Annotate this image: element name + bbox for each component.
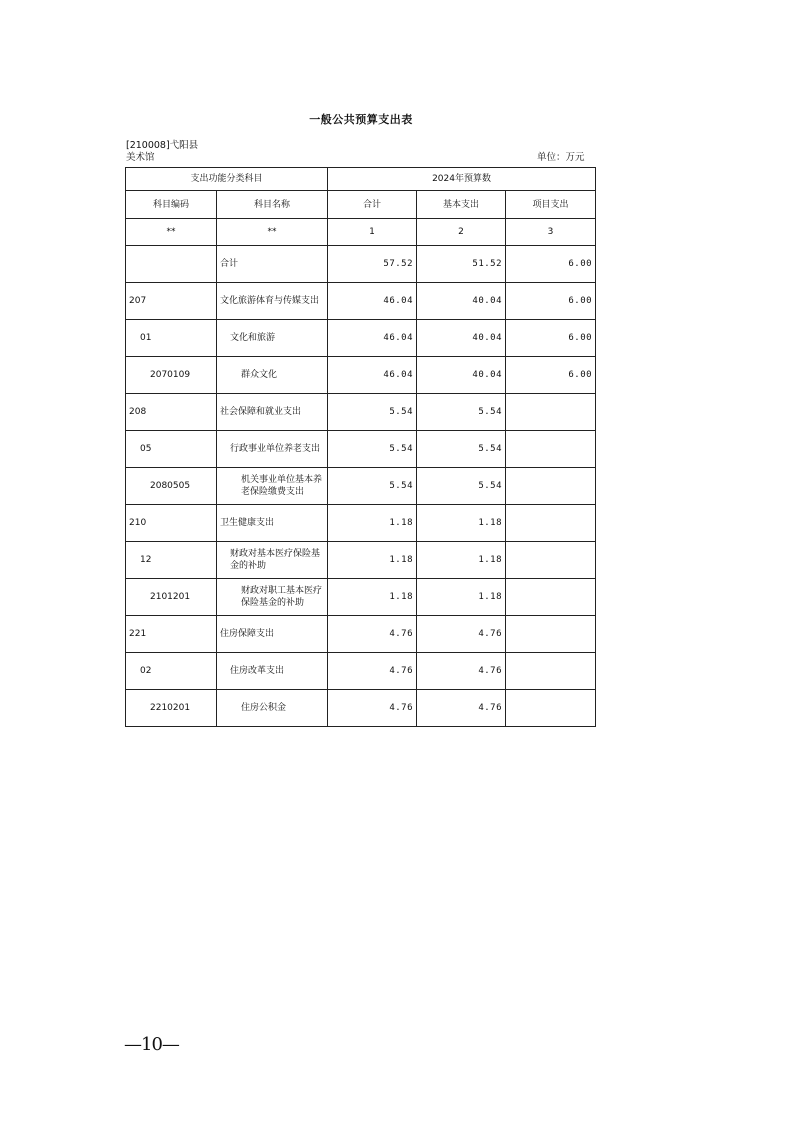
cell-name: 群众文化 (217, 357, 328, 394)
cell-basic: 1.18 (417, 579, 506, 616)
cell-basic: 5.54 (417, 468, 506, 505)
header-group-function-class: 支出功能分类科目 (126, 168, 328, 191)
cell-name: 行政事业单位养老支出 (217, 431, 328, 468)
column-header-total: 合计 (328, 191, 417, 219)
cell-total: 57.52 (328, 246, 417, 283)
cell-basic: 5.54 (417, 394, 506, 431)
cell-code: 208 (126, 394, 217, 431)
cell-code: 02 (126, 653, 217, 690)
cell-project (506, 394, 596, 431)
document-title: 一般公共预算支出表 (309, 113, 413, 126)
index-basic: 2 (417, 219, 506, 246)
cell-name: 住房改革支出 (217, 653, 328, 690)
cell-total: 4.76 (328, 616, 417, 653)
cell-project (506, 616, 596, 653)
cell-total: 5.54 (328, 394, 417, 431)
table-row (126, 505, 596, 542)
index-total: 1 (328, 219, 417, 246)
cell-total: 46.04 (328, 320, 417, 357)
table-row (126, 653, 596, 690)
cell-code: 2070109 (126, 357, 217, 394)
cell-project (506, 653, 596, 690)
table-row (126, 394, 596, 431)
cell-total: 1.18 (328, 505, 417, 542)
cell-code: 2210201 (126, 690, 217, 727)
cell-name: 文化和旅游 (217, 320, 328, 357)
budget-table (125, 167, 596, 727)
cell-basic: 1.18 (417, 542, 506, 579)
cell-code: 12 (126, 542, 217, 579)
index-project: 3 (506, 219, 596, 246)
table-row (126, 357, 596, 394)
cell-basic: 40.04 (417, 357, 506, 394)
cell-project (506, 505, 596, 542)
cell-total: 46.04 (328, 283, 417, 320)
header-index-row (126, 219, 596, 246)
organization-line-2: 美术馆 (126, 152, 155, 163)
header-group-row (126, 168, 596, 191)
column-header-code: 科目编码 (126, 191, 217, 219)
cell-project: 6.00 (506, 283, 596, 320)
cell-project (506, 579, 596, 616)
cell-name: 文化旅游体育与传媒支出 (217, 283, 328, 320)
table-row (126, 690, 596, 727)
cell-project: 6.00 (506, 246, 596, 283)
cell-code: 2080505 (126, 468, 217, 505)
cell-name: 住房保障支出 (217, 616, 328, 653)
cell-total: 5.54 (328, 468, 417, 505)
cell-basic: 40.04 (417, 283, 506, 320)
cell-code: 221 (126, 616, 217, 653)
unit-label: 单位：万元 (537, 152, 585, 163)
column-header-name: 科目名称 (217, 191, 328, 219)
table-row (126, 542, 596, 579)
cell-basic: 4.76 (417, 616, 506, 653)
page-number: —10— (124, 1034, 179, 1055)
table-row (126, 431, 596, 468)
cell-total: 5.54 (328, 431, 417, 468)
cell-basic: 40.04 (417, 320, 506, 357)
cell-project (506, 542, 596, 579)
table-row (126, 283, 596, 320)
cell-name: 合计 (217, 246, 328, 283)
cell-code: 210 (126, 505, 217, 542)
cell-total: 46.04 (328, 357, 417, 394)
cell-total: 1.18 (328, 579, 417, 616)
table-row (126, 468, 596, 505)
cell-basic: 4.76 (417, 690, 506, 727)
organization-line-1: [210008]弋阳县 (126, 140, 199, 151)
table-row (126, 246, 596, 283)
cell-code (126, 246, 217, 283)
table-row (126, 320, 596, 357)
cell-project (506, 690, 596, 727)
cell-project: 6.00 (506, 357, 596, 394)
cell-code: 01 (126, 320, 217, 357)
cell-project: 6.00 (506, 320, 596, 357)
cell-project (506, 468, 596, 505)
cell-name: 住房公积金 (217, 690, 328, 727)
cell-total: 4.76 (328, 653, 417, 690)
table-row (126, 616, 596, 653)
index-name: ** (217, 219, 328, 246)
header-group-budget-2024: 2024年预算数 (328, 168, 596, 191)
header-columns-row (126, 191, 596, 219)
table-row (126, 579, 596, 616)
cell-name: 财政对基本医疗保险基金的补助 (217, 542, 328, 579)
cell-name: 财政对职工基本医疗保险基金的补助 (217, 579, 328, 616)
cell-name: 卫生健康支出 (217, 505, 328, 542)
cell-basic: 51.52 (417, 246, 506, 283)
organization-label (126, 140, 198, 164)
index-code: ** (126, 219, 217, 246)
cell-basic: 1.18 (417, 505, 506, 542)
cell-total: 1.18 (328, 542, 417, 579)
cell-name: 机关事业单位基本养老保险缴费支出 (217, 468, 328, 505)
cell-code: 05 (126, 431, 217, 468)
column-header-project: 项目支出 (506, 191, 596, 219)
cell-name: 社会保障和就业支出 (217, 394, 328, 431)
cell-total: 4.76 (328, 690, 417, 727)
cell-project (506, 431, 596, 468)
cell-basic: 5.54 (417, 431, 506, 468)
cell-basic: 4.76 (417, 653, 506, 690)
cell-code: 207 (126, 283, 217, 320)
cell-code: 2101201 (126, 579, 217, 616)
column-header-basic: 基本支出 (417, 191, 506, 219)
